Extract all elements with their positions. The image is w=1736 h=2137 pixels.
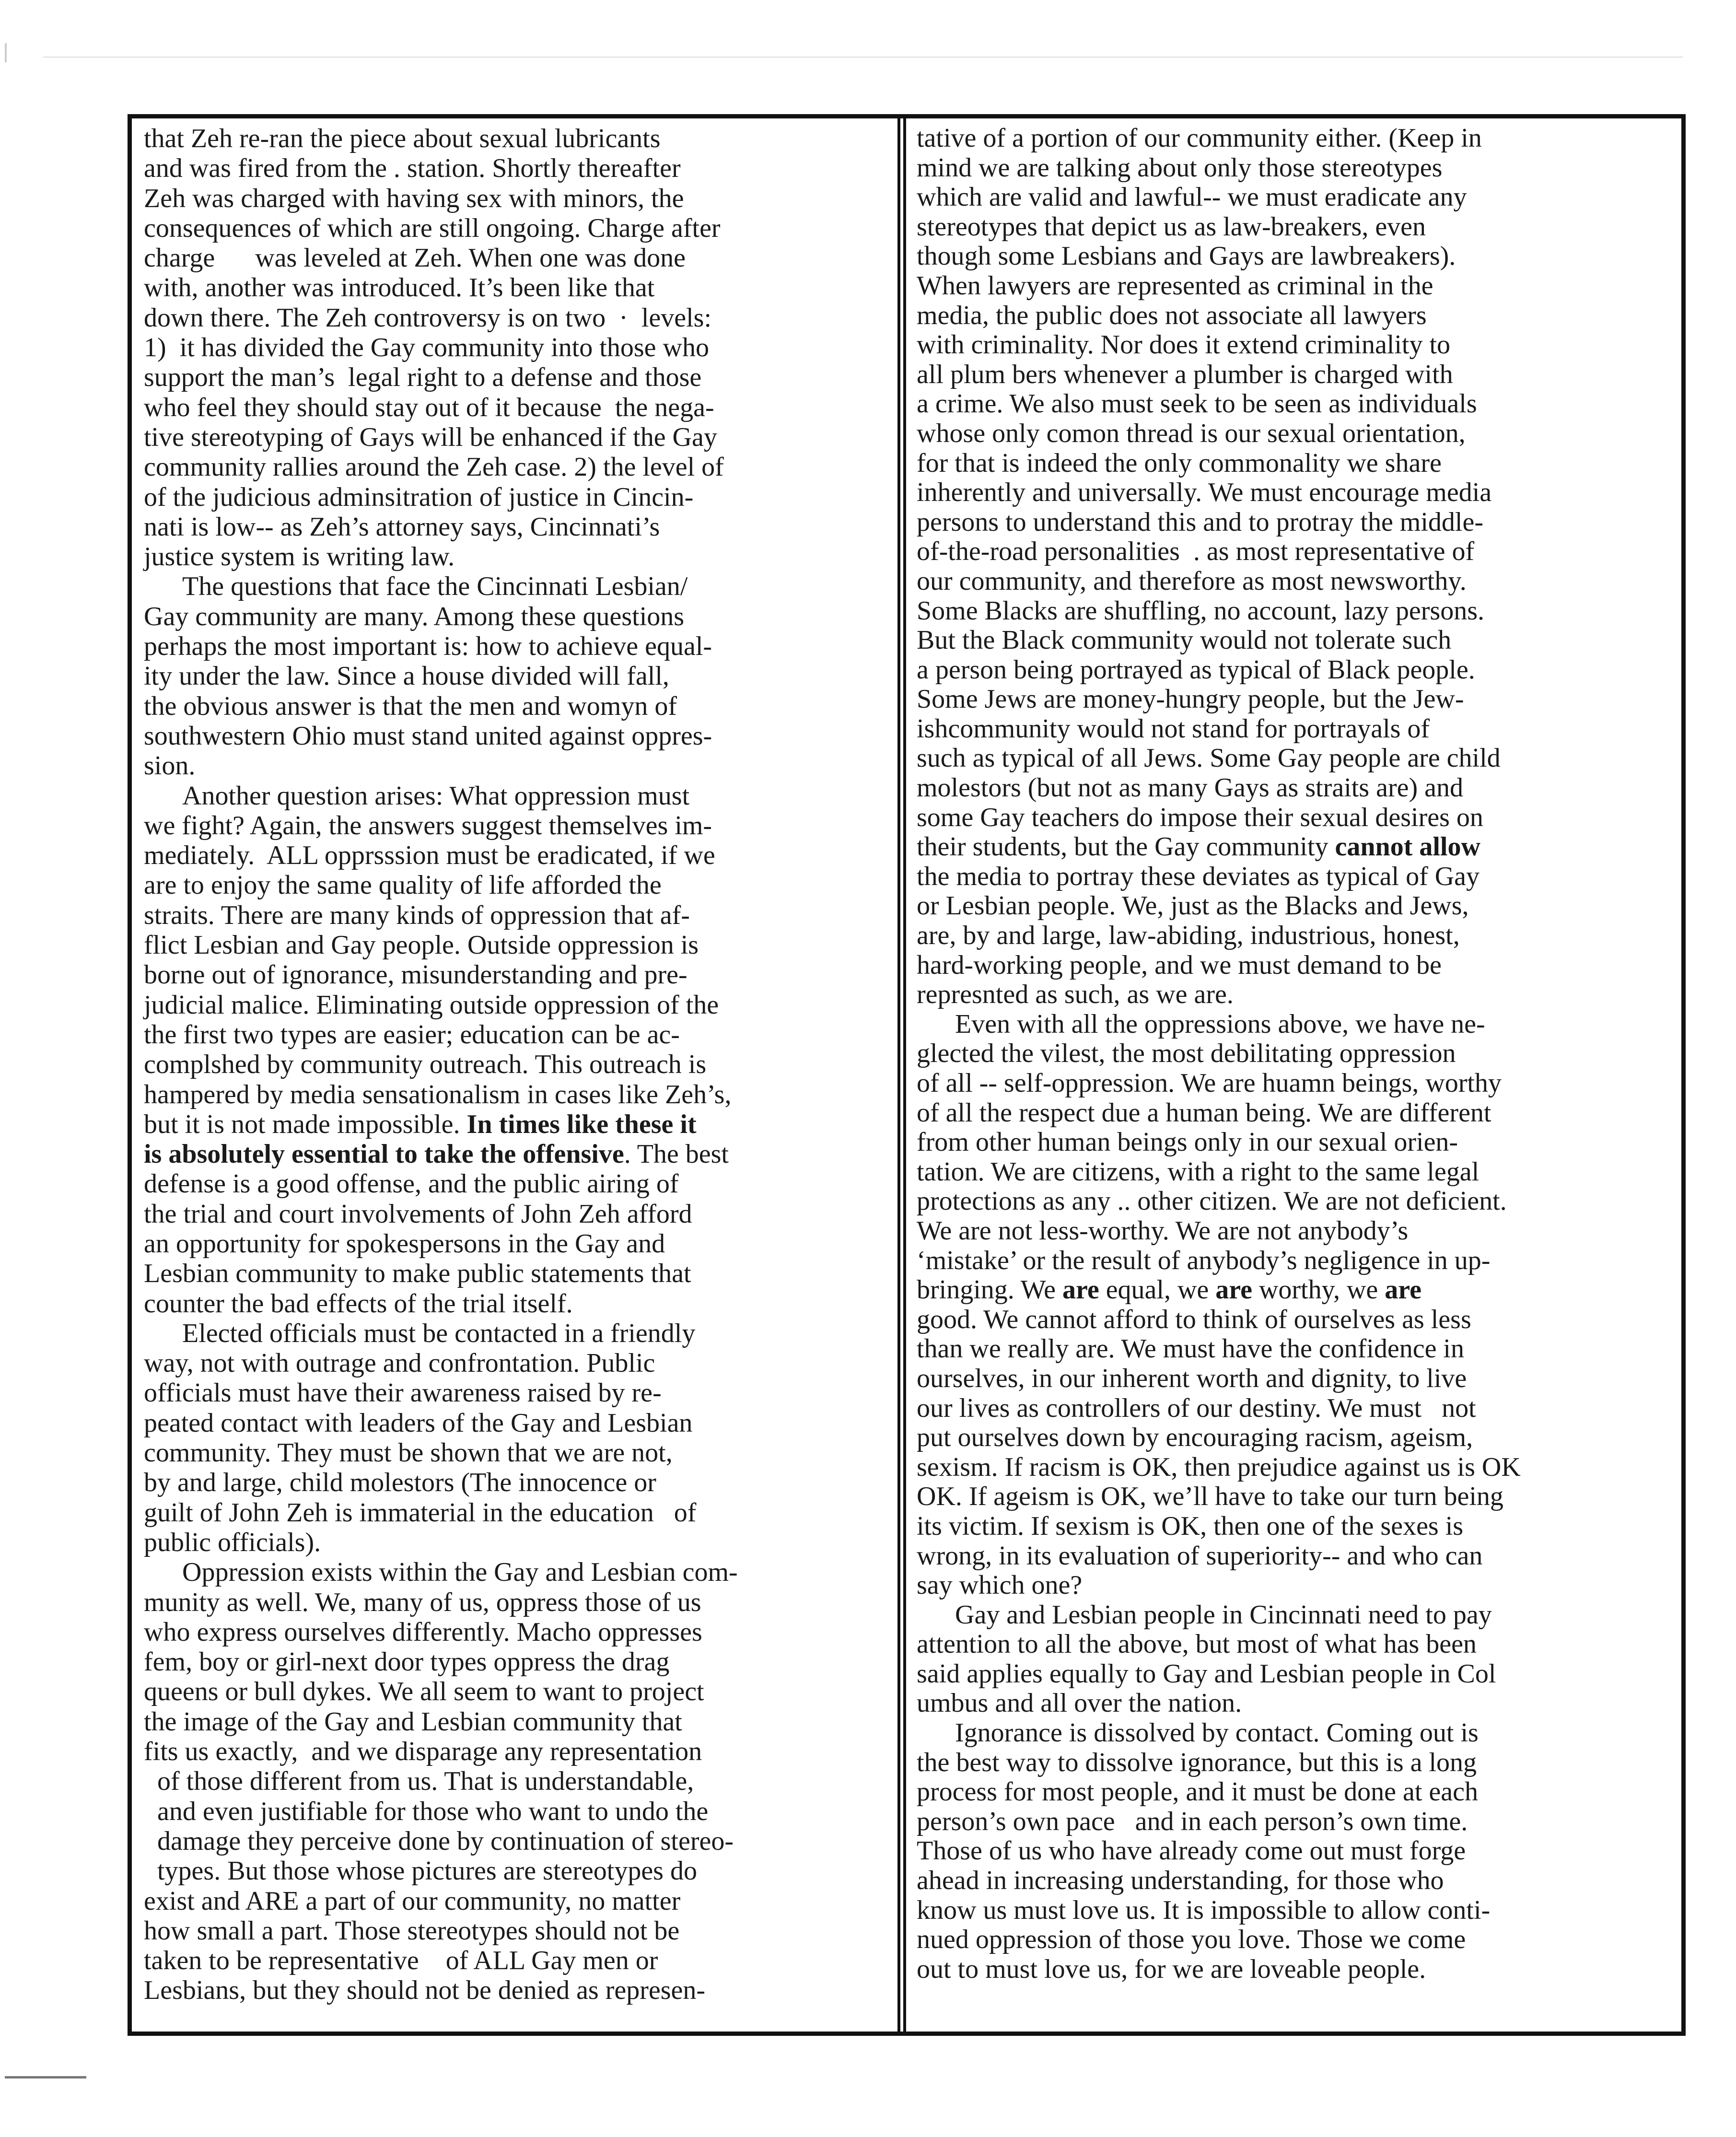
text-line	[917, 1275, 1669, 1305]
text-segment: . The best	[624, 1139, 729, 1169]
text-line: the best way to dissolve ignorance, but this is a long	[917, 1747, 1477, 1777]
text-segment: worthy, we	[1252, 1275, 1385, 1305]
text-line: glected the vilest, the most debilitating oppression	[917, 1039, 1456, 1069]
bold-text: are	[1215, 1275, 1252, 1305]
text-line: know us must love us. It is impossible to allow conti-	[917, 1895, 1491, 1925]
text-line: types. But those whose pictures are stereotypes do	[144, 1856, 697, 1886]
bold-text: are	[1385, 1275, 1421, 1305]
text-segment: but it is not made impossible.	[144, 1109, 467, 1139]
text-line: or Lesbian people. We, just as the Blacks and Jews,	[917, 891, 1469, 921]
text-line: out to must love us, for we are loveable people.	[917, 1954, 1426, 1984]
text-line: from other human beings only in our sexual orien-	[917, 1127, 1458, 1157]
text-line: though some Lesbians and Gays are lawbreakers).	[917, 241, 1456, 271]
bold-text: In times like these it	[466, 1109, 697, 1139]
text-line: media, the public does not associate all lawyers	[917, 300, 1427, 330]
text-line: 1) it has divided the Gay community into those who	[144, 333, 709, 363]
text-line: hard-working people, and we must demand to be	[917, 950, 1442, 980]
text-line: sexism. If racism is OK, then prejudice against us is OK	[917, 1452, 1521, 1482]
text-line: ourselves, in our inherent worth and dignity, to live	[917, 1363, 1467, 1393]
text-line: represnted as such, as we are.	[917, 980, 1234, 1010]
text-line: We are not less-worthy. We are not anybody’s	[917, 1215, 1409, 1246]
text-line: that Zeh re-ran the piece about sexual lubricants	[144, 124, 661, 153]
text-line: our community, and therefore as most newsworthy.	[917, 566, 1467, 596]
text-line: munity as well. We, many of us, oppress those of us	[144, 1587, 701, 1617]
bold-text: is absolutely essential to take the offensive	[144, 1139, 624, 1169]
text-line: fits us exactly, and we disparage any representation	[144, 1737, 702, 1767]
text-line: umbus and all over the nation.	[917, 1688, 1242, 1718]
text-line: complshed by community outreach. This outreach is	[144, 1050, 707, 1080]
text-line: good. We cannot afford to think of ourselves as less	[917, 1304, 1471, 1334]
text-line: peated contact with leaders of the Gay and Lesbian	[144, 1408, 693, 1438]
text-line: persons to understand this and to protray the middle-	[917, 507, 1483, 537]
text-line: defense is a good offense, and the public airing of	[144, 1169, 679, 1199]
text-line: mind we are talking about only those stereotypes	[917, 152, 1443, 183]
text-line: are to enjoy the same quality of life afforded the	[144, 870, 662, 900]
text-line: our lives as controllers of our destiny. We must not	[917, 1393, 1476, 1423]
text-segment: their students, but the Gay community	[917, 832, 1335, 862]
text-line: who express ourselves differently. Macho oppresses	[144, 1617, 702, 1647]
text-line: tative of a portion of our community either. (Keep in	[917, 123, 1482, 153]
text-line: community. They must be shown that we are not,	[144, 1438, 673, 1468]
text-line: down there. The Zeh controversy is on two · levels:	[144, 303, 712, 333]
text-line: southwestern Ohio must stand united against oppres-	[144, 721, 712, 751]
text-line: and even justifiable for those who want to undo the	[144, 1796, 709, 1826]
text-line: whose only comon thread is our sexual orientation,	[917, 418, 1466, 448]
text-line: fem, boy or girl-next door types oppress the drag	[144, 1647, 670, 1677]
text-line: straits. There are many kinds of oppression that af-	[144, 900, 690, 930]
text-line: the media to portray these deviates as typical of Gay	[917, 861, 1480, 891]
text-line: process for most people, and it must be done at each	[917, 1777, 1478, 1807]
text-line: Zeh was charged with having sex with minors, the	[144, 183, 684, 213]
text-line: way, not with outrage and confrontation. Public	[144, 1348, 655, 1378]
text-line: an opportunity for spokespersons in the Gay and	[144, 1228, 665, 1259]
text-line	[917, 832, 1669, 862]
text-line: Some Jews are money-hungry people, but the Jew-	[917, 684, 1464, 714]
text-line: Ignorance is dissolved by contact. Coming out is	[955, 1718, 1479, 1748]
text-line: ity under the law. Since a house divided will fall,	[144, 661, 669, 691]
text-line: inherently and universally. We must encourage media	[917, 478, 1492, 508]
text-line: flict Lesbian and Gay people. Outside oppression is	[144, 930, 699, 960]
text-line: But the Black community would not tolerate such	[917, 625, 1452, 655]
text-line: exist and ARE a part of our community, no matter	[144, 1886, 681, 1916]
text-line: all plum bers whenever a plumber is charged with	[917, 359, 1453, 389]
text-line: we fight? Again, the answers suggest themselves im-	[144, 810, 712, 841]
left-column	[144, 124, 892, 2006]
text-line: with, another was introduced. It’s been like that	[144, 273, 655, 303]
bold-text: cannot allow	[1335, 832, 1480, 862]
text-line: the obvious answer is that the men and womyn of	[144, 691, 677, 721]
text-line: nati is low-- as Zeh’s attorney says, Cincinnati’s	[144, 512, 660, 542]
text-line: Even with all the oppressions above, we have ne-	[955, 1009, 1485, 1039]
text-line: of those different from us. That is understandable,	[144, 1766, 694, 1797]
text-line: Lesbian community to make public statements that	[144, 1259, 691, 1289]
scan-edge-mark	[5, 43, 35, 62]
text-line: Another question arises: What oppression must	[182, 781, 690, 811]
right-column	[917, 124, 1669, 1984]
text-line: ahead in increasing understanding, for those who	[917, 1866, 1444, 1896]
text-line: taken to be representative of ALL Gay men or	[144, 1946, 658, 1976]
header-rule	[43, 57, 1683, 58]
text-line: by and large, child molestors (The innocence or	[144, 1468, 656, 1498]
text-line: of-the-road personalities . as most representative of	[917, 537, 1475, 567]
text-line: molestors (but not as many Gays as straits are) and	[917, 773, 1463, 803]
text-line: counter the bad effects of the trial itself.	[144, 1288, 573, 1319]
text-line: put ourselves down by encouraging racism, ageism,	[917, 1423, 1473, 1453]
text-line: stereotypes that depict us as law-breakers, even	[917, 211, 1426, 242]
text-line	[144, 1109, 892, 1139]
text-line: protections as any .. other citizen. We are not deficient.	[917, 1186, 1507, 1216]
text-line: the trial and court involvements of John Zeh afford	[144, 1199, 692, 1229]
text-line: officials must have their awareness raised by re-	[144, 1378, 662, 1408]
text-line: of all the respect due a human being. We are different	[917, 1098, 1491, 1128]
text-line: queens or bull dykes. We all seem to want to project	[144, 1677, 704, 1707]
text-line: charge was leveled at Zeh. When one was done	[144, 243, 686, 273]
text-line: a person being portrayed as typical of Black people.	[917, 654, 1475, 685]
text-line: judicial malice. Eliminating outside oppression of the	[144, 990, 719, 1020]
text-line: wrong, in its evaluation of superiority-- and who can	[917, 1541, 1483, 1571]
text-line: Some Blacks are shuffling, no account, lazy persons.	[917, 596, 1485, 626]
text-line: its victim. If sexism is OK, then one of the sexes is	[917, 1511, 1464, 1541]
text-line: say which one?	[917, 1570, 1083, 1600]
text-line: hampered by media sensationalism in cases like Zeh’s,	[144, 1079, 732, 1109]
text-line: perhaps the most important is: how to achieve equal-	[144, 631, 712, 662]
column-divider	[897, 114, 906, 2036]
text-line: Lesbians, but they should not be denied as represen-	[144, 1975, 706, 2006]
text-line: which are valid and lawful-- we must eradicate any	[917, 182, 1467, 212]
text-line: of the judicious adminsitration of justice in Cincin-	[144, 482, 694, 512]
text-line: consequences of which are still ongoing. Charge after	[144, 213, 721, 243]
text-line: public officials).	[144, 1527, 321, 1557]
text-line: how small a part. Those stereotypes should not be	[144, 1915, 680, 1946]
text-line: OK. If ageism is OK, we’ll have to take our turn being	[917, 1482, 1503, 1512]
text-line: the first two types are easier; education can be ac-	[144, 1019, 680, 1050]
text-line: person’s own pace and in each person’s own time.	[917, 1806, 1468, 1836]
text-line: are, by and large, law-abiding, industrious, honest,	[917, 921, 1460, 951]
text-line: some Gay teachers do impose their sexual desires on	[917, 802, 1483, 832]
text-line: tation. We are citizens, with a right to the same legal	[917, 1156, 1480, 1187]
footer-rule	[5, 2076, 86, 2079]
text-line	[144, 1139, 892, 1169]
text-line: mediately. ALL opprsssion must be eradicated, if we	[144, 841, 715, 871]
text-line: such as typical of all Jews. Some Gay people are child	[917, 743, 1501, 773]
text-segment: bringing. We	[917, 1275, 1062, 1305]
text-line: the image of the Gay and Lesbian community that	[144, 1706, 682, 1737]
text-line: community rallies around the Zeh case. 2) the level of	[144, 452, 724, 482]
text-segment: equal, we	[1099, 1275, 1216, 1305]
text-line: a crime. We also must seek to be seen as individuals	[917, 389, 1477, 419]
text-line: attention to all the above, but most of what has been	[917, 1629, 1477, 1659]
text-line: The questions that face the Cincinnati Lesbian/	[182, 572, 688, 602]
text-line: who feel they should stay out of it because the nega-	[144, 392, 714, 422]
text-line: justice system is writing law.	[144, 542, 455, 572]
text-line: than we really are. We must have the confidence in	[917, 1334, 1464, 1364]
text-line: for that is indeed the only commonality we share	[917, 448, 1442, 478]
text-line: with criminality. Nor does it extend criminality to	[917, 330, 1451, 360]
text-line: tive stereotyping of Gays will be enhanced if the Gay	[144, 422, 717, 452]
text-line: Gay and Lesbian people in Cincinnati need to pay	[955, 1600, 1492, 1630]
text-line: Oppression exists within the Gay and Lesbian com-	[182, 1557, 738, 1588]
text-line: support the man’s legal right to a defense and those	[144, 362, 702, 393]
text-line: damage they perceive done by continuation of stereo-	[144, 1826, 734, 1856]
text-line: said applies equally to Gay and Lesbian people in Col	[917, 1658, 1496, 1689]
text-line: guilt of John Zeh is immaterial in the education of	[144, 1497, 697, 1528]
text-line: of all -- self-oppression. We are huamn beings, worthy	[917, 1068, 1502, 1098]
text-line: ishcommunity would not stand for portrayals of	[917, 713, 1430, 744]
text-line: sion.	[144, 751, 196, 781]
text-line: nued oppression of those you love. Those we come	[917, 1925, 1466, 1955]
bold-text: are	[1062, 1275, 1099, 1305]
text-line: Gay community are many. Among these questions	[144, 601, 685, 631]
text-line: Elected officials must be contacted in a friendly	[182, 1318, 696, 1348]
text-line: When lawyers are represented as criminal in the	[917, 270, 1433, 301]
text-line: Those of us who have already come out must forge	[917, 1836, 1466, 1866]
text-line: borne out of ignorance, misunderstanding and pre-	[144, 960, 687, 990]
text-line: and was fired from the . station. Shortly thereafter	[144, 153, 681, 184]
text-line: ‘mistake’ or the result of anybody’s negligence in up-	[917, 1245, 1491, 1275]
